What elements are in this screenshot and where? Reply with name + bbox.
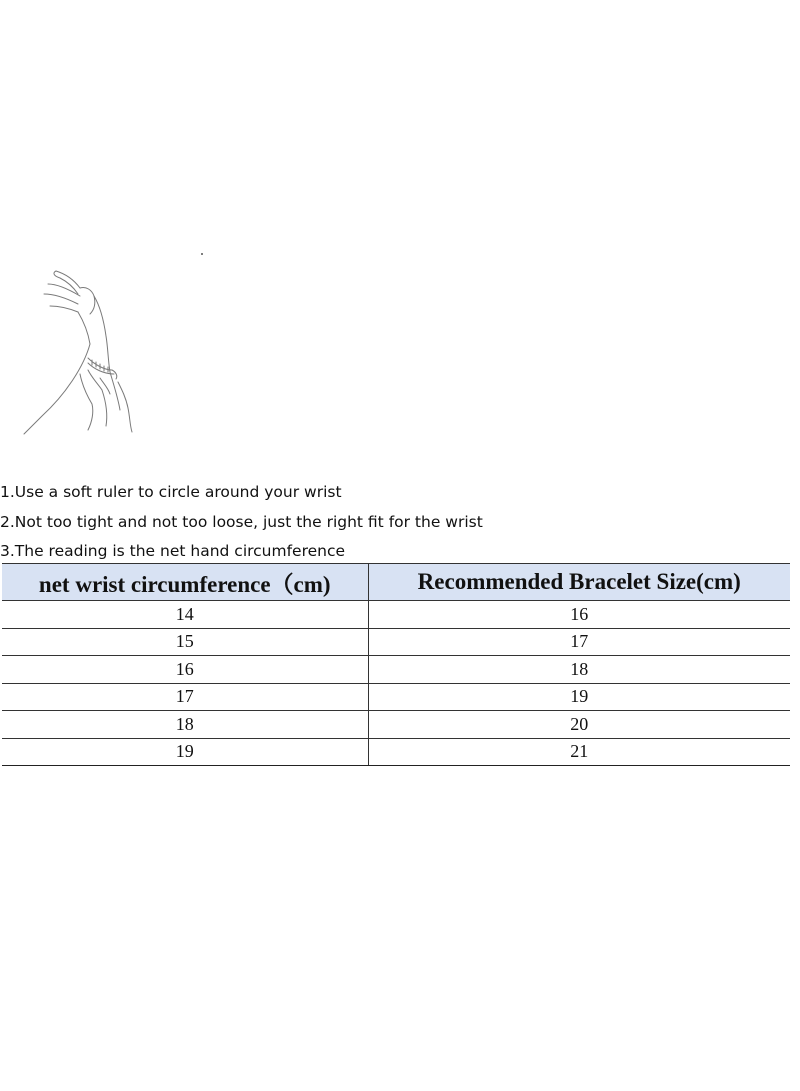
instruction-2: 2.Not too tight and not too loose, just the right fit for the wrist <box>0 512 483 531</box>
size-table <box>2 563 790 766</box>
wrist-cell: 16 <box>2 656 368 684</box>
table-row <box>2 656 790 684</box>
table-row <box>2 738 790 766</box>
bracelet-cell: 20 <box>368 711 790 739</box>
wrist-measuring-hand-icon <box>22 266 142 436</box>
wrist-cell: 19 <box>2 738 368 766</box>
bracelet-cell: 17 <box>368 628 790 656</box>
wrist-cell: 17 <box>2 683 368 711</box>
wrist-cell: 18 <box>2 711 368 739</box>
header-recommended-bracelet-size: Recommended Bracelet Size(cm) <box>368 564 790 601</box>
table-row <box>2 601 790 629</box>
instructions <box>0 478 800 567</box>
bracelet-cell: 21 <box>368 738 790 766</box>
instruction-1: 1.Use a soft ruler to circle around your wrist <box>0 483 342 501</box>
stray-dot <box>201 253 203 255</box>
instruction-3: 3.The reading is the net hand circumference <box>0 542 346 560</box>
bracelet-cell: 18 <box>368 656 790 684</box>
bracelet-cell: 19 <box>368 683 790 711</box>
wrist-cell: 14 <box>2 601 368 629</box>
wrist-cell: 15 <box>2 628 368 656</box>
bracelet-cell: 16 <box>368 601 790 629</box>
table-row <box>2 683 790 711</box>
header-net-wrist-circumference: net wrist circumference（cm) <box>2 564 368 601</box>
table-row <box>2 711 790 739</box>
table-header-row <box>2 564 790 601</box>
table-row <box>2 628 790 656</box>
